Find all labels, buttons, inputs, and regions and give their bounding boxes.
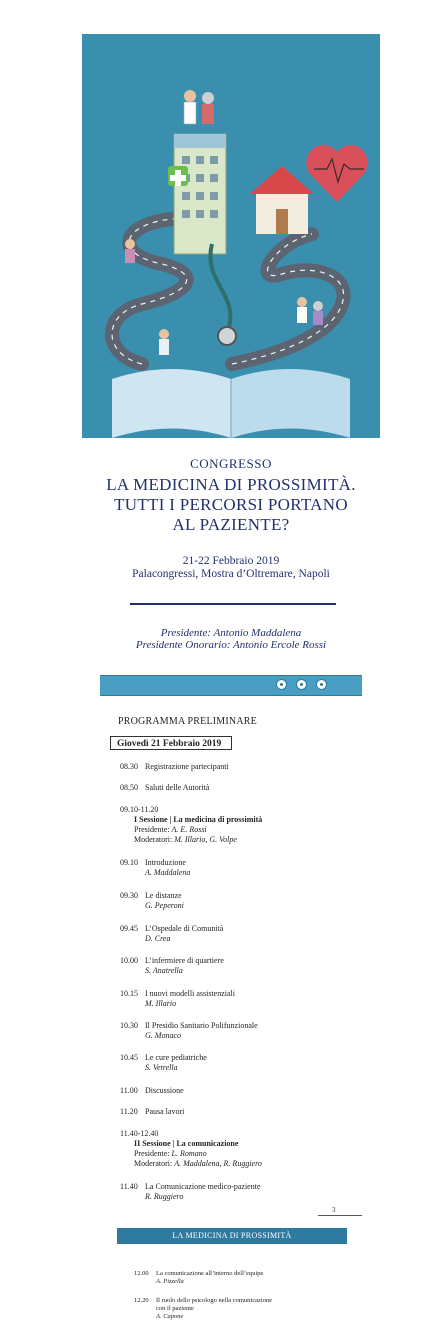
session-president: Presidente: A. E. Rossi xyxy=(134,825,207,834)
session-moderators: Moderatori: A. Maddalena, R. Ruggiero xyxy=(134,1159,262,1168)
item-speaker: S. Vetrella xyxy=(145,1063,178,1072)
item-label: Le cure pediatriche xyxy=(145,1053,207,1062)
item-speaker: M. Illario xyxy=(145,999,177,1008)
item-speaker: A. Capone xyxy=(156,1313,184,1320)
section-band: LA MEDICINA DI PROSSIMITÀ xyxy=(117,1228,347,1244)
item-time: 11.40-12.40 xyxy=(120,1129,159,1138)
event-venue: Palacongressi, Mostra d’Oltremare, Napoli xyxy=(132,568,330,580)
programme-item xyxy=(120,1021,370,1041)
session-block xyxy=(120,805,370,845)
title-line: AL PAZIENTE? xyxy=(172,515,290,534)
item-time: 10.30 xyxy=(120,1021,138,1030)
item-time: 11.20 xyxy=(120,1107,138,1116)
programme-title: PROGRAMMA PRELIMINARE xyxy=(118,716,257,727)
programme-item xyxy=(120,1107,370,1117)
programme-item xyxy=(134,1297,354,1321)
item-label: I nuovi modelli assistenziali xyxy=(145,989,235,998)
page-number: 3 xyxy=(332,1206,336,1214)
page-number-rule xyxy=(318,1215,362,1216)
ring-dot-icon xyxy=(276,679,287,690)
title-line: LA MEDICINA DI PROSSIMITÀ. xyxy=(106,475,356,494)
cover-text-block xyxy=(82,456,380,581)
programme-item xyxy=(120,762,370,772)
item-label: Il Presidio Sanitario Polifunzionale xyxy=(145,1021,258,1030)
item-time: 11.00 xyxy=(120,1086,138,1095)
programme-item xyxy=(120,989,370,1009)
honorary-president: Presidente Onorario: Antonio Ercole Rossi xyxy=(135,639,327,651)
item-speaker: A. Pizzella xyxy=(156,1278,184,1285)
item-time: 12.20 xyxy=(134,1297,149,1304)
item-time: 11.40 xyxy=(120,1182,138,1191)
programme-item xyxy=(120,1086,370,1096)
programme-item xyxy=(120,891,370,911)
programme-item xyxy=(134,1270,354,1286)
item-speaker: R. Ruggiero xyxy=(145,1192,184,1201)
title-line: TUTTI I PERCORSI PORTANO xyxy=(114,495,348,514)
item-label: La Comunicazione medico-paziente xyxy=(145,1182,261,1191)
presidents-block xyxy=(82,627,380,651)
item-time: 09.30 xyxy=(120,891,138,900)
ring-dot-icon xyxy=(296,679,307,690)
item-label: Registrazione partecipanti xyxy=(145,762,229,771)
item-label: Introduzione xyxy=(145,858,186,867)
item-speaker: A. Maddalena xyxy=(145,868,191,877)
session-block xyxy=(120,1129,370,1169)
item-speaker: D. Crea xyxy=(145,934,171,943)
programme-item xyxy=(120,1182,370,1202)
item-speaker: G. Peperoni xyxy=(145,901,184,910)
session-president: Presidente: L. Romano xyxy=(134,1149,207,1158)
programme-item xyxy=(120,783,370,793)
item-time: 09.10-11.20 xyxy=(120,805,159,814)
item-label: L’Ospedale di Comunità xyxy=(145,924,224,933)
president: Presidente: Antonio Maddalena xyxy=(160,627,302,639)
item-time: 09.45 xyxy=(120,924,138,933)
day-heading: Giovedì 21 Febbraio 2019 xyxy=(110,736,232,750)
event-dates: 21-22 Febbraio 2019 xyxy=(182,555,280,567)
cover-illustration xyxy=(82,34,380,438)
item-label: L’infermiere di quartiere xyxy=(145,956,224,965)
programme-item xyxy=(120,858,370,878)
session-title: I Sessione | La medicina di prossimità xyxy=(134,815,263,824)
header-bar xyxy=(100,675,362,696)
session-moderators: Moderatori: M. Illario, G. Volpe xyxy=(134,835,237,844)
item-time: 10.15 xyxy=(120,989,138,998)
item-time: 12.00 xyxy=(134,1270,149,1277)
programme-item xyxy=(120,956,370,976)
item-time: 09.10 xyxy=(120,858,138,867)
item-label: La comunicazione all’interno dell’equipe xyxy=(156,1270,264,1277)
item-label: Pausa lavori xyxy=(145,1107,185,1116)
cover-divider xyxy=(130,603,336,605)
item-time: 08.30 xyxy=(120,762,138,771)
congress-title xyxy=(82,475,380,535)
programme-item xyxy=(120,924,370,944)
programme-item xyxy=(120,1053,370,1073)
item-label: Saluti delle Autorità xyxy=(145,783,210,792)
session-title: II Sessione | La comunicazione xyxy=(134,1139,239,1148)
item-label: Le distanze xyxy=(145,891,182,900)
item-label: Il ruolo dello psicologo nella comunicazione xyxy=(156,1297,273,1304)
item-speaker: S. Anatrella xyxy=(145,966,183,975)
congress-label: CONGRESSO xyxy=(190,456,272,471)
item-speaker: G. Monaco xyxy=(145,1031,181,1040)
item-label-continued: con il paziente xyxy=(156,1305,194,1312)
item-time: 10.45 xyxy=(120,1053,138,1062)
item-label: Discussione xyxy=(145,1086,184,1095)
item-time: 08.50 xyxy=(120,783,138,792)
ring-dot-icon xyxy=(316,679,327,690)
item-time: 10.00 xyxy=(120,956,138,965)
